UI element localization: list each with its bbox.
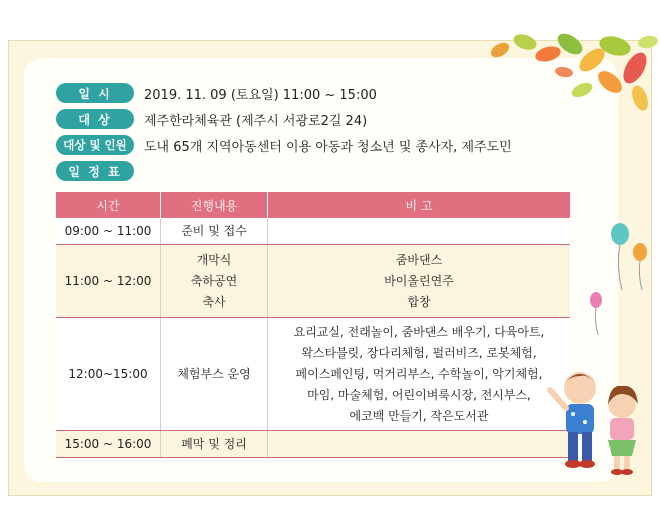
header-note: 비 고 bbox=[268, 192, 571, 218]
date-value: 2019. 11. 09 (토요일) 11:00 ~ 15:00 bbox=[144, 87, 377, 103]
header-content: 진행내용 bbox=[161, 192, 268, 218]
table-row bbox=[56, 245, 570, 318]
info-row-venue bbox=[56, 108, 367, 130]
row-time: 15:00 ~ 16:00 bbox=[56, 431, 161, 458]
content-line: 체험부스 운영 bbox=[177, 366, 251, 381]
content-line: 폐막 및 정리 bbox=[181, 436, 247, 451]
table-row bbox=[56, 318, 570, 431]
balloon-icon bbox=[586, 220, 652, 340]
note-line: 요리교실, 전래놀이, 줌바댄스 배우기, 다육아트, bbox=[293, 324, 545, 339]
children-illustration bbox=[540, 360, 650, 480]
note-line: 합창 bbox=[407, 294, 431, 309]
info-row-schedule bbox=[56, 160, 134, 182]
content-line: 준비 및 접수 bbox=[181, 223, 247, 238]
row-note bbox=[268, 431, 571, 458]
schedule-label-pill: 일 정 표 bbox=[56, 161, 134, 181]
venue-value: 제주한라체육관 (제주시 서광로2길 24) bbox=[144, 113, 368, 129]
row-note bbox=[268, 245, 571, 318]
header-time: 시간 bbox=[56, 192, 161, 218]
row-content bbox=[161, 431, 268, 458]
row-content bbox=[161, 245, 268, 318]
note-line: 왁스타블릿, 장다리체험, 펄러비즈, 로봇체험, bbox=[301, 345, 537, 360]
content-line: 축사 bbox=[202, 294, 226, 309]
note-line: 바이올린연주 bbox=[384, 273, 454, 288]
participants-label-pill: 대상 및 인원 bbox=[56, 135, 134, 155]
row-content bbox=[161, 218, 268, 245]
row-time: 09:00 ~ 11:00 bbox=[56, 218, 161, 245]
note-line: 마임, 마술체험, 어린이벼룩시장, 전시부스, bbox=[307, 387, 531, 402]
row-note bbox=[268, 318, 571, 431]
schedule-table bbox=[56, 192, 570, 458]
participants-value: 도내 65개 지역아동센터 이용 아동과 청소년 및 종사자, 제주도민 bbox=[144, 139, 512, 155]
info-row-date bbox=[56, 82, 377, 104]
content-line: 개막식 bbox=[196, 252, 232, 267]
table-row bbox=[56, 218, 570, 245]
row-content bbox=[161, 318, 268, 431]
note-line: 페이스페인팅, 먹거리부스, 수학놀이, 악기체험, bbox=[295, 366, 543, 381]
content-line: 축하공연 bbox=[190, 273, 238, 288]
table-row bbox=[56, 431, 570, 458]
info-row-participants bbox=[56, 134, 512, 156]
row-time: 11:00 ~ 12:00 bbox=[56, 245, 161, 318]
date-label-pill: 일 시 bbox=[56, 83, 134, 103]
table-header-row bbox=[56, 192, 570, 218]
venue-label-pill: 대 상 bbox=[56, 109, 134, 129]
note-line: 줌바댄스 bbox=[395, 252, 443, 267]
note-line: 에코백 만들기, 작은도서관 bbox=[349, 408, 489, 423]
autumn-leaves-illustration bbox=[470, 32, 660, 122]
row-note bbox=[268, 218, 571, 245]
row-time: 12:00~15:00 bbox=[56, 318, 161, 431]
